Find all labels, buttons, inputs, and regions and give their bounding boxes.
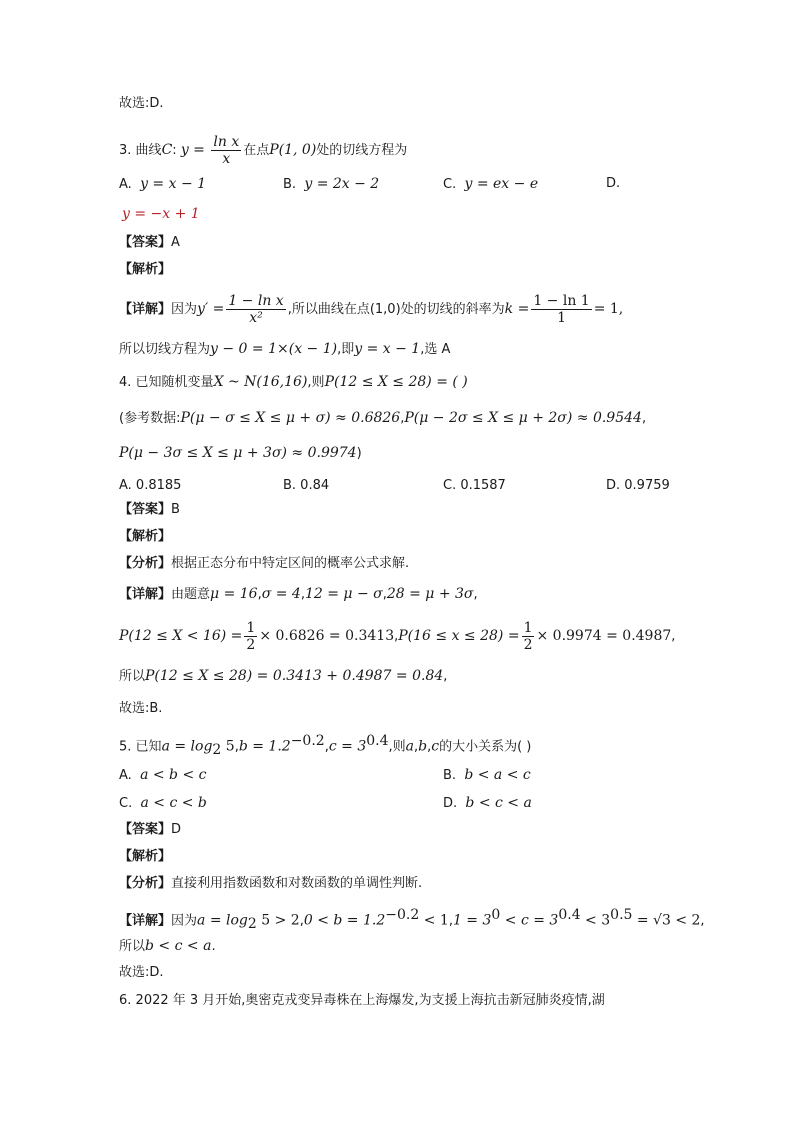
math-superscript: 0 [491,907,501,923]
math-expr: × 0.9974 = 0.4987 [536,628,672,644]
math-var: a [405,738,414,755]
analysis-text: 根据正态分布中特定区间的概率公式求解. [171,556,410,571]
q5-analysis [119,847,171,867]
math-expr: 1 = 3 [452,912,492,929]
fraction [244,620,257,653]
math-var: c [431,738,440,755]
choice-text: 故选:D. [119,965,164,980]
fraction-numerator: 1 [523,620,533,636]
fraction-numerator: 1 − ln x [228,293,284,309]
option-label: D. [443,796,458,811]
math-expr: 0 < b = 1.2 [303,912,386,929]
q5-detail-line-1 [119,905,705,934]
detail-text: 因为 [171,302,198,317]
q5-analysis-summary [119,874,422,894]
q4-analysis-summary [119,554,409,574]
reference-text: (参考数据: [119,411,181,426]
stem-text: , [427,739,432,755]
option-math: y = 2x − 2 [304,176,380,192]
option-label: C. [119,796,133,811]
q3-option-b [283,174,379,195]
stem-text: , [324,739,329,755]
q6-stem [119,991,605,1011]
math-superscript: 0.4 [558,907,581,923]
q4-detail-line-3 [119,666,447,687]
detail-text: , [257,587,262,602]
q3-option-c [443,174,538,195]
question-number: 6. [119,993,132,1008]
stem-text: , [414,739,419,755]
option-label: B. [283,177,297,192]
math-subscript: 2 [247,915,257,932]
option-label: D. [606,176,621,191]
reference-text: , [400,411,405,426]
math-expr: P(16 ≤ x ≤ 28) = [398,628,520,644]
fraction [211,134,241,167]
reference-text: , [641,411,647,426]
math-expr: P(12 ≤ X ≤ 28) = 0.3413 + 0.4987 = 0.84 [145,668,444,684]
math-expr: 5 [221,738,235,755]
detail-tag: 【详解】 [119,302,172,317]
math-expr: P(μ − σ ≤ X ≤ μ + σ) ≈ 0.6826 [180,410,401,426]
analysis-tag: 【解析】 [119,262,172,277]
option-math: y = −x + 1 [122,206,200,222]
math-expr: = 1, [593,301,624,317]
q3-detail-line-1 [119,293,623,326]
q3-detail-line-2 [119,339,450,360]
math-expr: a = log [197,912,248,929]
option-math: y = x − 1 [140,176,207,192]
q3-option-a [119,174,206,195]
q3-option-d-content [122,204,200,225]
q3-stem [119,134,407,167]
q4-reference-line-2 [119,443,362,464]
math-expr: P(μ − 3σ ≤ X ≤ μ + 3σ) ≈ 0.9974 [119,445,357,461]
option-label: A. [119,177,132,192]
option-label: C. [443,177,457,192]
math-expr: P(12 ≤ X ≤ 28) = ( ) [324,374,468,390]
math-point: P(1, 0) [269,142,317,158]
question-number: 4. [119,375,132,390]
stem-text: 在点 [243,143,270,158]
q4-analysis [119,527,171,547]
q5-option-a [119,765,206,786]
option-math: a < c < b [140,795,207,811]
detail-text: , [382,587,387,602]
option-text: A. 0.8185 [119,478,182,493]
answer-tag: 【答案】 [119,502,172,517]
q4-option-a [119,476,181,496]
stem-text: 已知 [135,739,162,755]
math-eq: = [188,142,210,158]
math-superscript: 0.5 [610,907,633,923]
math-expr: μ = 16 [210,586,258,602]
option-text: B. 0.84 [283,478,330,493]
math-expr: σ = 4 [261,586,301,602]
detail-text: , [443,669,448,684]
option-text: D. 0.9759 [606,478,670,493]
math-expr: < 1 [419,912,449,929]
option-label: A. [119,768,132,783]
answer-tag: 【答案】 [119,235,172,250]
q5-stem [119,731,531,760]
fraction [522,620,535,653]
choice-text: 故选:D. [119,96,164,111]
math-expr: y′ = [197,301,225,317]
math-expr: < c = 3 [500,912,559,929]
math-expr: P(μ − 2σ ≤ X ≤ μ + 2σ) ≈ 0.9544 [404,410,642,426]
fraction-numerator: ln x [213,134,240,150]
math-expr: k = [504,301,530,317]
detail-text: 所以 [119,939,146,954]
option-math: y = ex − e [464,176,539,192]
fraction [531,293,591,326]
q3-option-d [606,174,620,194]
math-expr: c = 3 [328,738,367,755]
q5-choice [119,963,164,983]
math-subscript: 2 [212,741,222,758]
detail-text: 因为 [171,913,198,929]
q5-option-b [443,765,531,786]
q4-option-b [283,476,329,496]
math-expr: b = 1.2 [238,738,291,755]
q4-answer [119,500,180,520]
detail-text: , [300,587,305,602]
detail-text: , [671,629,676,644]
detail-text: , [473,587,478,602]
stem-text: , [234,739,239,755]
math-var: y [180,142,189,158]
stem-text: 的大小关系为( ) [439,739,532,755]
detail-text: , [299,913,304,929]
detail-text: , [448,913,453,929]
question-number: 3. [119,143,132,158]
q4-detail-line-2 [119,620,675,653]
q4-option-c [443,476,506,496]
analysis-head: 【分析】 [119,556,172,571]
choice-text: 故选:B. [119,701,163,716]
q3-answer [119,233,180,253]
question-number: 5. [119,739,132,755]
stem-text: ,则 [307,375,325,390]
fraction-numerator: 1 [246,620,256,636]
math-expr: b < c < a [145,938,212,954]
fraction-denominator: 1 [557,310,566,326]
detail-text: ,所以曲线在点(1,0)处的切线的斜率为 [287,302,505,317]
detail-tag: 【详解】 [119,913,172,929]
option-label: B. [443,768,457,783]
option-math: a < b < c [140,767,207,783]
fraction-denominator: x [222,151,231,167]
detail-tag: 【详解】 [119,587,172,602]
fraction-denominator: 2 [523,637,533,653]
stem-text: : [172,143,177,158]
answer-tag: 【答案】 [119,822,172,837]
q5-option-d [443,793,532,814]
math-expr: a = log [161,738,213,755]
q4-choice [119,699,162,719]
math-superscript: 0.4 [366,733,389,749]
detail-text: ,选 A [420,342,451,357]
stem-text: 已知随机变量 [135,375,214,390]
q5-answer [119,820,181,840]
math-var: b [418,738,428,755]
detail-text: . [211,939,216,954]
fraction [226,293,285,326]
answer-value: D [171,822,182,837]
stem-text: ,则 [388,739,406,755]
detail-text: 所以切线方程为 [119,342,211,357]
detail-text: 所以 [119,669,146,684]
math-expr: y = x − 1 [354,341,421,357]
previous-choice-line [119,94,164,114]
answer-value: B [171,502,180,517]
option-math: b < c < a [465,795,532,811]
math-expr: 28 = μ + 3σ [386,586,474,602]
math-expr: < 3 [580,912,611,929]
detail-text: ,即 [337,342,355,357]
math-expr: P(12 ≤ X < 16) = [119,628,243,644]
q4-reference-line-1 [119,408,646,429]
option-math: b < a < c [464,767,531,783]
analysis-head: 【分析】 [119,876,172,891]
math-expr: X ~ N(16,16) [213,374,308,390]
reference-text: ) [356,446,362,461]
fraction-denominator: x² [249,310,263,326]
q4-option-d [606,476,670,496]
answer-value: A [171,235,180,250]
fraction-numerator: 1 − ln 1 [533,293,590,309]
stem-text: 曲线 [135,143,162,158]
detail-text: , [700,913,705,929]
option-text: C. 0.1587 [443,478,506,493]
q3-analysis [119,260,171,280]
q5-detail-line-2 [119,936,216,957]
math-expr: 5 > 2 [256,912,300,929]
math-expr: × 0.6826 = 0.3413 [259,628,395,644]
math-var: C [161,142,173,158]
detail-text: 由题意 [171,587,211,602]
analysis-tag: 【解析】 [119,849,172,864]
q4-detail-line-1 [119,584,478,605]
stem-text: 2022 年 3 月开始,奥密克戎变异毒株在上海爆发,为支援上海抗击新冠肺炎疫情,湖 [135,993,605,1008]
detail-text: , [394,629,399,644]
math-expr: = √3 < 2 [632,912,701,929]
math-expr: 12 = μ − σ [304,586,383,602]
analysis-text: 直接利用指数函数和对数函数的单调性判断. [171,876,423,891]
math-superscript: −0.2 [385,907,420,923]
q4-stem [119,372,468,393]
math-expr: y − 0 = 1×(x − 1) [210,341,338,357]
fraction-denominator: 2 [246,637,256,653]
stem-text: 处的切线方程为 [316,143,408,158]
math-superscript: −0.2 [290,733,325,749]
q5-option-c [119,793,207,814]
analysis-tag: 【解析】 [119,529,172,544]
